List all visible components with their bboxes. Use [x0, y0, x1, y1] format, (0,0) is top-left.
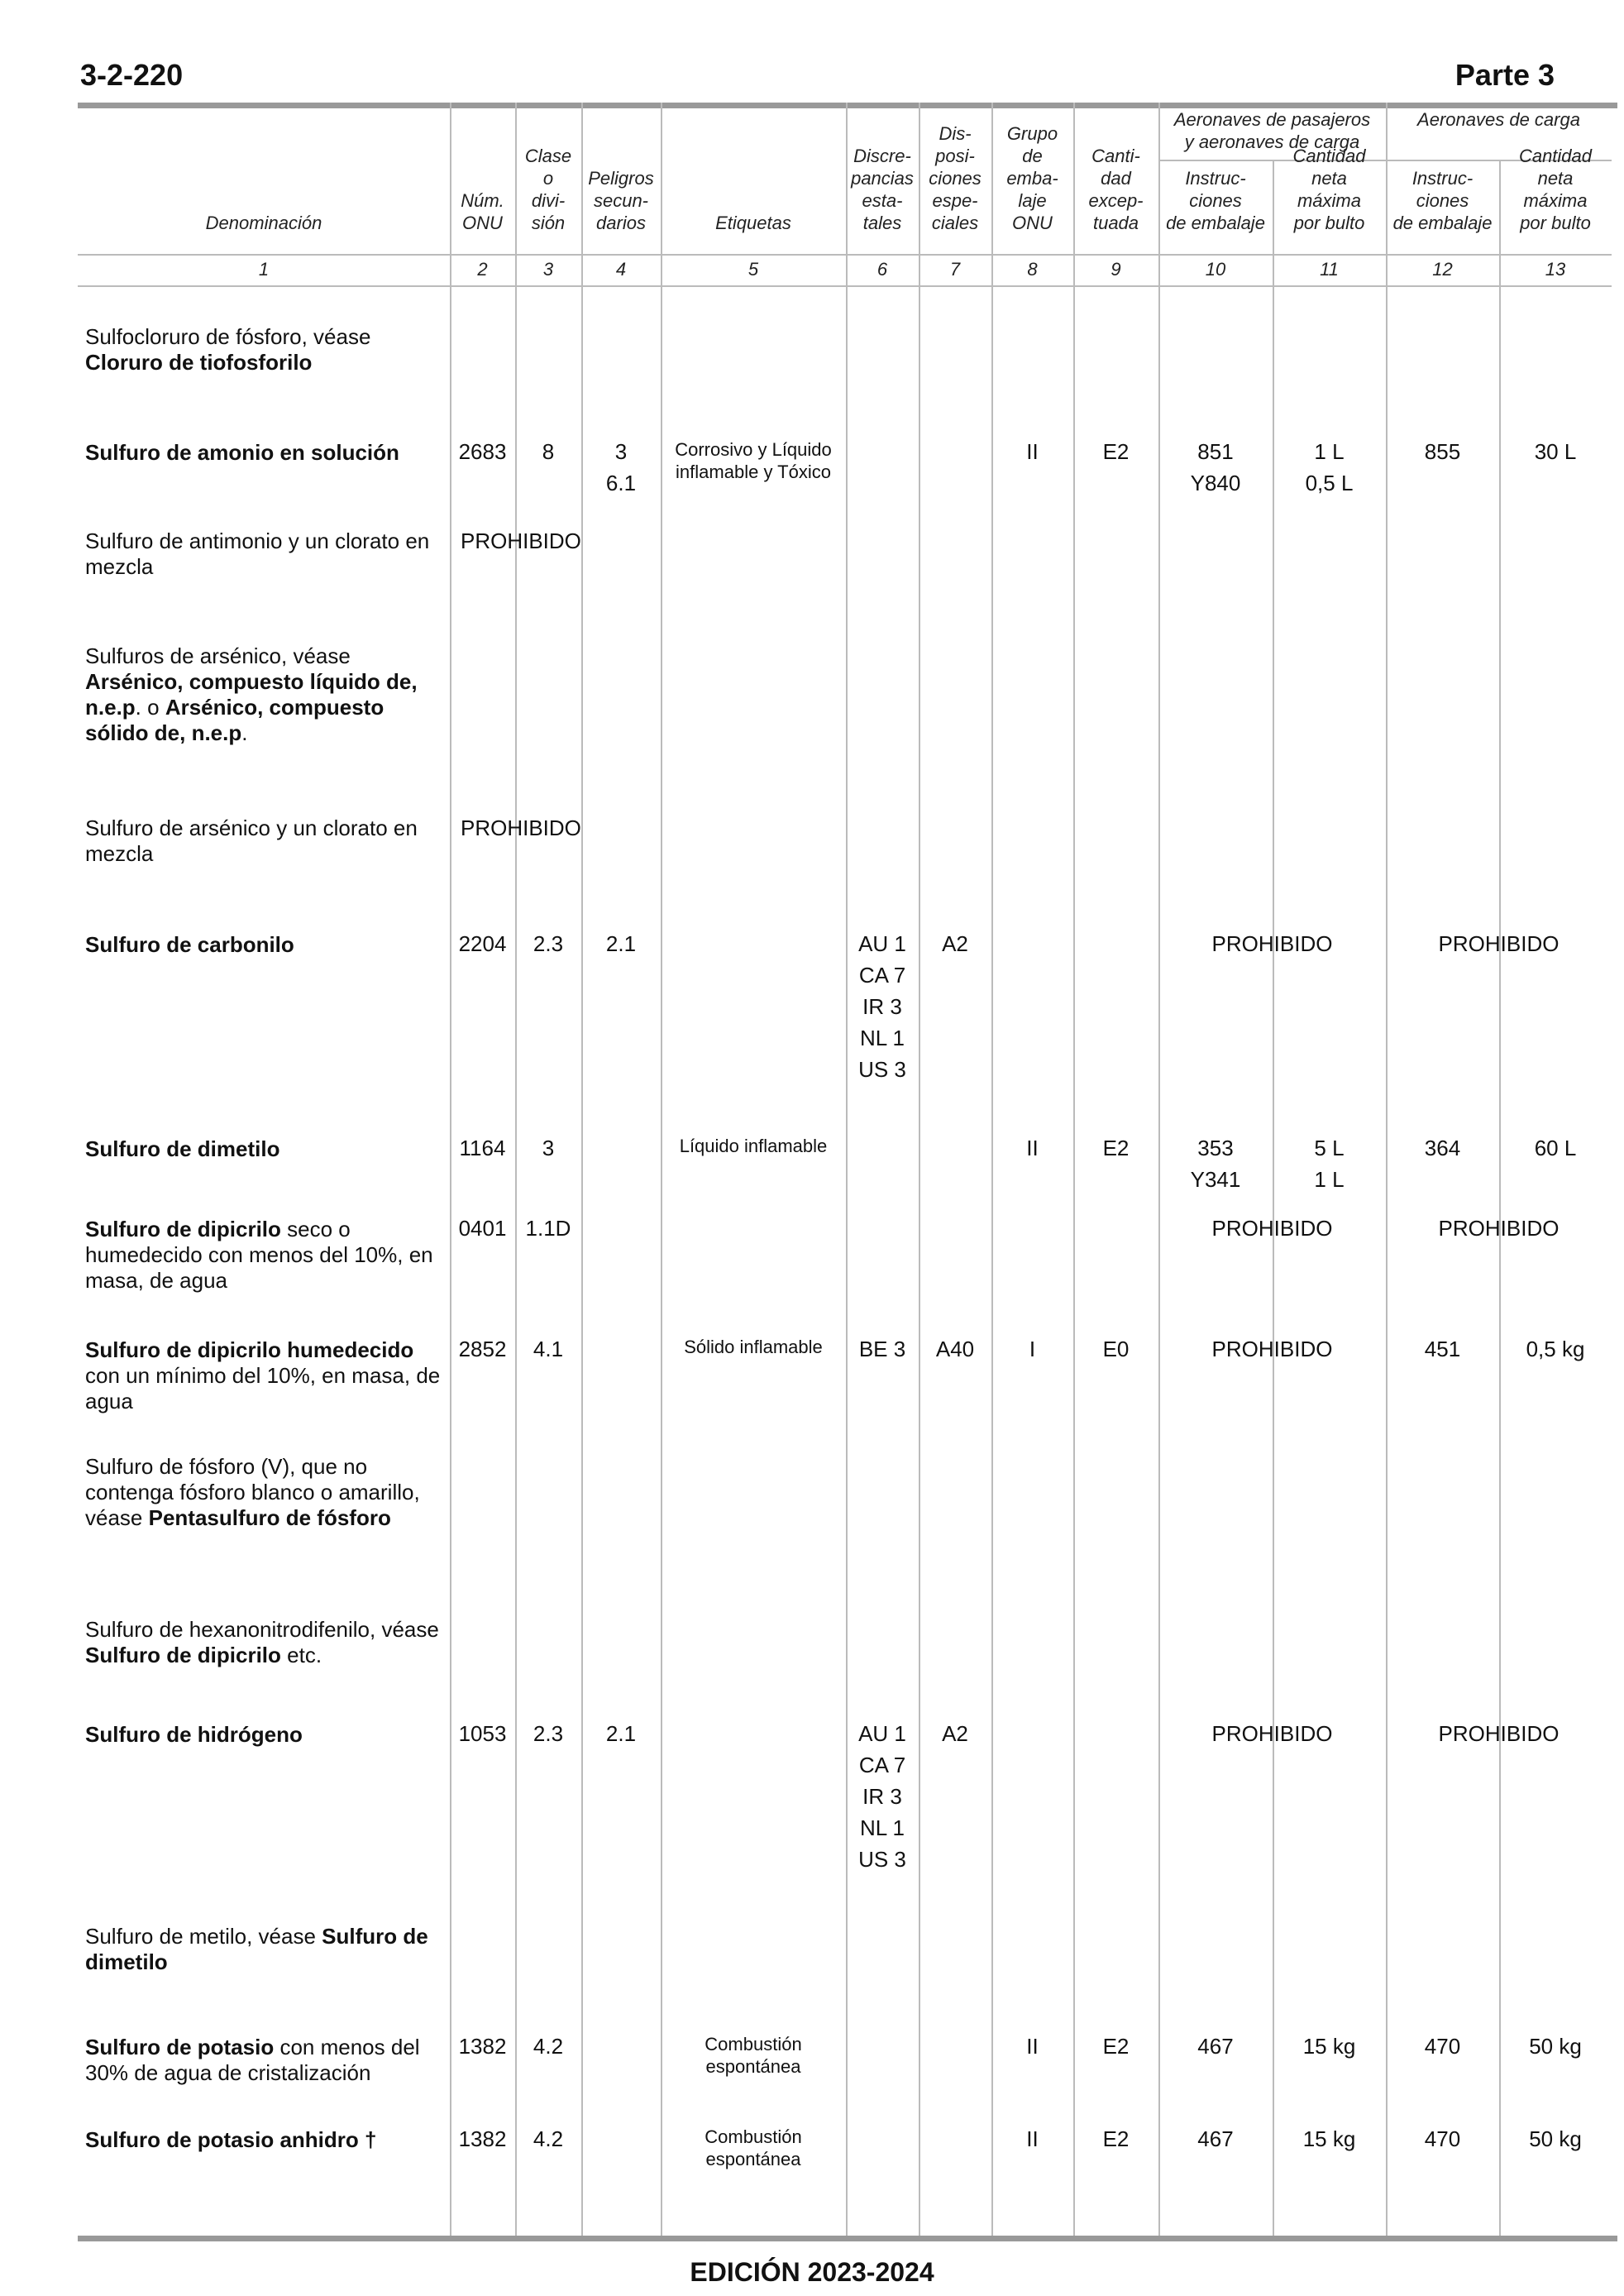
un-number: 1382 — [458, 2126, 507, 2151]
entry-name: Sulfocloruro de fósforo, véase Cloruro de tiofosforilo — [85, 324, 371, 375]
state-variations: BE 3 — [858, 1337, 906, 1361]
entry-name: Sulfuro de antimonio y un clorato en mezcla — [85, 529, 430, 579]
forbidden-entry: PROHIBIDO — [461, 816, 581, 840]
excepted-quantity: E2 — [1102, 439, 1130, 464]
un-number: 2683 — [458, 439, 507, 464]
forbidden-entry: PROHIBIDO — [461, 529, 581, 553]
cargo-max-quantity: 50 kg — [1529, 2126, 1582, 2151]
passenger-forbidden: PROHIBIDO — [1211, 931, 1333, 956]
column-number: 6 — [876, 259, 888, 280]
column-divider — [581, 103, 583, 2237]
column-number: 7 — [949, 259, 961, 280]
cargo-packing-instruction: 470 — [1424, 2126, 1461, 2151]
header-2: Núm. ONU — [461, 190, 504, 233]
header-3: Clase o divi- sión — [524, 146, 572, 233]
bottom-rule — [78, 2236, 1617, 2241]
column-number: 13 — [1545, 259, 1566, 280]
packing-group: II — [1026, 1136, 1039, 1160]
cargo-max-quantity: 50 kg — [1529, 2034, 1582, 2059]
passenger-packing-instruction: 353 Y341 — [1190, 1136, 1241, 1192]
column-divider — [661, 103, 662, 2237]
entry-name: Sulfuro de fósforo (V), que no contenga fósforo blanco o amarillo, véase Pentasulfuro de fósforo — [85, 1454, 420, 1530]
cargo-max-quantity: 30 L — [1534, 439, 1577, 464]
header-5: Etiquetas — [715, 213, 791, 233]
class-division: 4.1 — [533, 1337, 564, 1361]
header-4: Peligros secun- darios — [588, 168, 654, 233]
part-title: Parte 3 — [1454, 58, 1555, 92]
excepted-quantity: E0 — [1102, 1337, 1130, 1361]
subsidiary-hazard: 3 6.1 — [605, 439, 637, 495]
class-division: 4.2 — [533, 2126, 564, 2151]
entry-name: Sulfuro de arsénico y un clorato en mezcla — [85, 816, 418, 866]
state-variations: AU 1 CA 7 IR 3 NL 1 US 3 — [858, 931, 906, 1082]
passenger-max-quantity: 15 kg — [1302, 2034, 1356, 2059]
cargo-packing-instruction: 451 — [1424, 1337, 1461, 1361]
passenger-max-quantity: 1 L 0,5 L — [1305, 439, 1354, 495]
class-division: 2.3 — [533, 1721, 564, 1746]
passenger-forbidden: PROHIBIDO — [1211, 1721, 1333, 1746]
packing-group: II — [1026, 439, 1039, 464]
column-number: 1 — [258, 259, 270, 280]
class-division: 1.1D — [525, 1216, 571, 1241]
header-1: Denominación — [205, 213, 322, 233]
column-divider — [919, 103, 920, 2237]
special-provisions: A40 — [935, 1337, 975, 1361]
header-7: Dis- posi- ciones espe- ciales — [929, 123, 982, 233]
header-9: Canti- dad excep- tuada — [1088, 146, 1144, 233]
class-division: 8 — [542, 439, 555, 464]
column-divider — [1386, 103, 1388, 2237]
column-number: 2 — [477, 259, 488, 280]
passenger-forbidden: PROHIBIDO — [1211, 1216, 1333, 1241]
subsidiary-hazard: 2.1 — [605, 931, 637, 956]
header-6: Discre- pancias esta- tales — [851, 146, 914, 233]
un-number: 2852 — [458, 1337, 507, 1361]
passenger-max-quantity: 5 L 1 L — [1314, 1136, 1345, 1192]
un-number: 1382 — [458, 2034, 507, 2059]
cargo-forbidden: PROHIBIDO — [1438, 1721, 1560, 1746]
state-variations: AU 1 CA 7 IR 3 NL 1 US 3 — [858, 1721, 906, 1872]
packing-group: II — [1026, 2126, 1039, 2151]
un-number: 2204 — [458, 931, 507, 956]
cargo-forbidden: PROHIBIDO — [1438, 1216, 1560, 1241]
edition-footer: EDICIÓN 2023-2024 — [690, 2257, 934, 2287]
column-number: 11 — [1320, 259, 1339, 280]
packing-group: II — [1026, 2034, 1039, 2059]
entry-name: Sulfuro de carbonilo — [85, 932, 294, 957]
column-divider — [846, 103, 848, 2237]
entry-name: Sulfuro de dipicrilo humedecido con un mínimo del 10%, en masa, de agua — [85, 1337, 441, 1413]
un-number: 1164 — [459, 1136, 506, 1160]
header-cargo-aircraft: Aeronaves de carga — [1417, 109, 1580, 130]
cargo-forbidden: PROHIBIDO — [1438, 931, 1560, 956]
header-12: Instruc- ciones de embalaje — [1392, 168, 1493, 233]
header-10: Instruc- ciones de embalaje — [1166, 168, 1265, 233]
hazard-label: Combustión espontánea — [705, 2126, 802, 2169]
excepted-quantity: E2 — [1102, 1136, 1130, 1160]
cargo-packing-instruction: 364 — [1424, 1136, 1461, 1160]
column-divider — [991, 103, 993, 2237]
entry-name: Sulfuro de metilo, véase Sulfuro de dimetilo — [85, 1924, 428, 1974]
passenger-packing-instruction: 851 Y840 — [1190, 439, 1241, 495]
subsidiary-hazard: 2.1 — [605, 1721, 637, 1746]
page-number: 3-2-220 — [80, 58, 184, 92]
header-passenger-aircraft: Aeronaves de pasajeros y aeronaves de carga — [1173, 109, 1371, 152]
passenger-packing-instruction: 467 — [1197, 2126, 1234, 2151]
cargo-max-quantity: 0,5 kg — [1526, 1337, 1585, 1361]
column-divider — [1073, 103, 1075, 2237]
column-number: 12 — [1432, 259, 1453, 280]
column-number: 4 — [615, 259, 627, 280]
hazard-label: Combustión espontánea — [705, 2034, 802, 2077]
entry-name: Sulfuro de potasio con menos del 30% de agua de cristalización — [85, 2035, 420, 2085]
column-number: 3 — [542, 259, 554, 280]
class-division: 2.3 — [533, 931, 564, 956]
entry-name: Sulfuro de dimetilo — [85, 1136, 280, 1161]
hazard-label: Sólido inflamable — [684, 1337, 823, 1357]
excepted-quantity: E2 — [1102, 2126, 1130, 2151]
cargo-packing-instruction: 855 — [1424, 439, 1461, 464]
column-divider — [515, 103, 517, 2237]
un-number: 0401 — [458, 1216, 507, 1241]
cargo-max-quantity: 60 L — [1534, 1136, 1577, 1160]
column-number: 9 — [1111, 259, 1121, 280]
un-number: 1053 — [458, 1721, 507, 1746]
entry-name: Sulfuro de potasio anhidro † — [85, 2127, 377, 2152]
column-number: 5 — [748, 259, 759, 280]
column-number: 8 — [1027, 259, 1038, 280]
column-divider — [1499, 160, 1501, 2237]
entry-name: Sulfuro de hexanonitrodifenilo, véase Sulfuro de dipicrilo etc. — [85, 1617, 439, 1667]
cargo-packing-instruction: 470 — [1424, 2034, 1461, 2059]
class-division: 3 — [542, 1136, 555, 1160]
entry-name: Sulfuros de arsénico, véase Arsénico, compuesto líquido de, n.e.p. o Arsénico, compuesto sólido de, n.e.p. — [85, 643, 418, 745]
passenger-max-quantity: 15 kg — [1302, 2126, 1356, 2151]
special-provisions: A2 — [942, 931, 968, 956]
special-provisions: A2 — [942, 1721, 968, 1746]
column-divider — [450, 103, 451, 2237]
excepted-quantity: E2 — [1102, 2034, 1130, 2059]
passenger-forbidden: PROHIBIDO — [1211, 1337, 1333, 1361]
header-8: Grupo de emba- laje ONU — [1006, 123, 1058, 233]
entry-name: Sulfuro de amonio en solución — [85, 440, 399, 465]
header-11: Cantidad neta máxima por bulto — [1292, 146, 1366, 233]
column-number: 10 — [1205, 259, 1226, 280]
packing-group: I — [1029, 1337, 1036, 1361]
hazard-label: Líquido inflamable — [679, 1136, 828, 1156]
entry-name: Sulfuro de dipicrilo seco o humedecido con menos del 10%, en masa, de agua — [85, 1217, 433, 1293]
hazard-label: Corrosivo y Líquido inflamable y Tóxico — [675, 439, 832, 482]
header-13: Cantidad neta máxima por bulto — [1518, 146, 1593, 233]
class-division: 4.2 — [533, 2034, 564, 2059]
header-divider — [78, 285, 1612, 287]
entry-name: Sulfuro de hidrógeno — [85, 1722, 303, 1747]
header-divider — [78, 254, 1612, 256]
passenger-packing-instruction: 467 — [1197, 2034, 1234, 2059]
